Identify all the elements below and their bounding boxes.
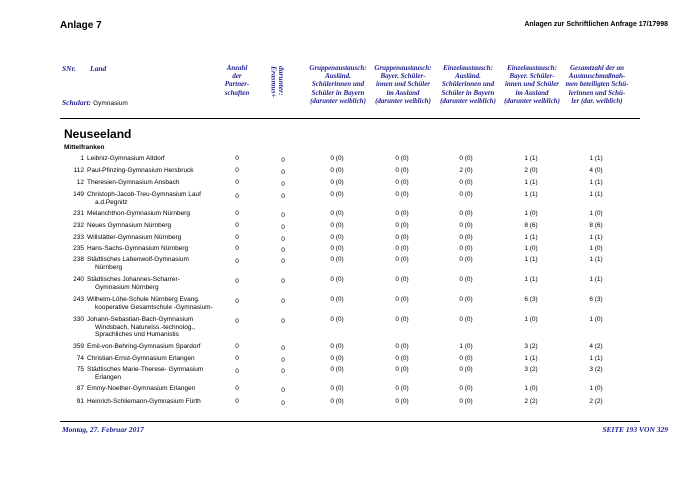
cell-value: 0 xyxy=(235,398,239,405)
cell-value: 0 xyxy=(235,298,239,305)
cell-value: 0 (0) xyxy=(330,191,344,198)
footer-divider xyxy=(60,421,640,422)
cell-value: 0 (0) xyxy=(395,234,409,241)
cell-value: 0 (0) xyxy=(395,398,409,405)
cell-value: 0 (0) xyxy=(459,385,473,392)
school-name xyxy=(87,245,227,253)
school-number: 243 xyxy=(73,296,84,303)
cell-value: 0 (0) xyxy=(395,245,409,252)
footer-page-number: SEITE 193 VON 329 xyxy=(602,425,668,434)
cell-value: 0 (0) xyxy=(395,222,409,229)
school-number: 74 xyxy=(76,355,84,362)
total-header xyxy=(562,64,632,105)
cell-value: 1 (1) xyxy=(589,191,603,198)
cell-value: 0 (0) xyxy=(459,191,473,198)
cell-value: 0 (0) xyxy=(459,245,473,252)
school-name xyxy=(87,316,227,339)
cell-value: 0 xyxy=(281,357,285,364)
cell-value: 0 (0) xyxy=(395,210,409,217)
single-foreign-header xyxy=(435,64,501,105)
cell-value: 1 (0) xyxy=(524,245,538,252)
cell-value: 0 xyxy=(281,236,285,243)
header-line: ler (dar. weiblich) xyxy=(571,96,623,105)
cell-value: 2 (2) xyxy=(589,398,603,405)
header-line: Ausländ. xyxy=(325,72,351,81)
school-name xyxy=(87,398,227,406)
cell-value: 0 (0) xyxy=(330,256,344,263)
cell-value: 0 xyxy=(235,343,239,350)
school-name xyxy=(87,179,227,187)
cell-value: 0 (0) xyxy=(330,355,344,362)
cell-value: 0 (0) xyxy=(330,366,344,373)
school-number: 240 xyxy=(73,276,84,283)
cell-value: 0 (0) xyxy=(459,210,473,217)
school-name-line: Nürnberg xyxy=(95,263,123,271)
cell-value: 0 xyxy=(281,387,285,394)
cell-value: 2 (2) xyxy=(524,398,538,405)
cell-value: 1 (1) xyxy=(589,355,603,362)
cell-value: 0 (0) xyxy=(330,296,344,303)
anzahl-line: Partner- xyxy=(224,80,250,89)
anzahl-header xyxy=(218,64,256,97)
school-name-line: Neues Gymnasium Nürnberg xyxy=(87,222,172,229)
cell-value: 0 (0) xyxy=(395,343,409,350)
schulart-label: Schulart: xyxy=(62,98,92,107)
cell-value: 0 (0) xyxy=(330,343,344,350)
annex-label: Anlage 7 xyxy=(60,20,102,31)
school-name xyxy=(87,343,227,351)
header-line: Einzelaustausch: xyxy=(443,64,493,72)
school-number: 231 xyxy=(73,210,84,217)
cell-value: 1 (0) xyxy=(524,385,538,392)
school-name-line: Christoph-Jacob-Treu-Gymnasium Lauf xyxy=(87,191,201,198)
school-name-line: Melanchthon-Gymnasium Nürnberg xyxy=(87,210,190,217)
header-line: im Ausland xyxy=(515,88,549,97)
cell-value: 1 (1) xyxy=(589,234,603,241)
cell-value: 0 (0) xyxy=(395,191,409,198)
school-name-line: Städtisches Labenwolf-Gymnasium xyxy=(87,256,189,263)
country-heading: Neuseeland xyxy=(64,127,132,141)
header-line: innen und Schüler xyxy=(375,80,431,89)
school-number: 330 xyxy=(73,316,84,323)
cell-value: 0 (0) xyxy=(330,210,344,217)
cell-value: 0 xyxy=(235,318,239,325)
cell-value: 0 xyxy=(235,222,239,229)
school-number: 235 xyxy=(73,245,84,252)
cell-value: 1 (0) xyxy=(524,210,538,217)
school-number: 12 xyxy=(76,179,84,186)
school-name xyxy=(87,191,227,206)
school-name-line: Willstätter-Gymnasium Nürnberg xyxy=(87,234,182,241)
cell-value: 0 (0) xyxy=(459,155,473,162)
cell-value: 0 xyxy=(281,181,285,188)
schulart-value: Gymnasium xyxy=(93,100,128,107)
school-name-line: a.d.Pegnitz xyxy=(95,198,128,206)
school-name-line: Emil-von-Behring-Gymnasium Spardorf xyxy=(87,343,201,350)
header-line: (darunter weiblich) xyxy=(440,96,496,105)
group-foreign-header xyxy=(305,64,371,105)
header-line: (darunter weiblich) xyxy=(375,96,431,105)
group-bavarian-header xyxy=(370,64,436,105)
cell-value: 0 (0) xyxy=(459,179,473,186)
region-heading: Mittelfranken xyxy=(64,144,105,151)
header-line: Gesamtzahl der an xyxy=(569,64,625,72)
school-name-line: Emmy-Noether-Gymnasium Erlangen xyxy=(87,385,196,392)
school-name-line: kooperative Gesamtschule -Gymnasium- xyxy=(95,303,213,311)
school-number: 149 xyxy=(73,191,84,198)
cell-value: 1 (1) xyxy=(524,276,538,283)
cell-value: 0 xyxy=(281,212,285,219)
cell-value: 0 xyxy=(281,247,285,254)
cell-value: 0 (0) xyxy=(330,155,344,162)
cell-value: 1 (1) xyxy=(589,155,603,162)
single-bavarian-header xyxy=(499,64,565,105)
cell-value: 1 (1) xyxy=(524,355,538,362)
darunter-erasmus-header xyxy=(271,66,285,112)
cell-value: 0 (0) xyxy=(395,296,409,303)
school-name xyxy=(87,355,227,363)
school-name xyxy=(87,222,227,230)
cell-value: 1 (1) xyxy=(589,256,603,263)
cell-value: 1 (0) xyxy=(589,316,603,323)
school-number: 91 xyxy=(76,398,84,405)
cell-value: 1 (0) xyxy=(589,245,603,252)
cell-value: 0 xyxy=(281,345,285,352)
header-line: Schülerinnen und xyxy=(441,80,495,89)
header-line: Einzelaustausch: xyxy=(507,64,557,72)
cell-value: 1 (0) xyxy=(589,385,603,392)
school-name-line: Städtisches Marie-Therese- Gymnasium xyxy=(87,366,204,373)
cell-value: 4 (2) xyxy=(589,343,603,350)
cell-value: 8 (6) xyxy=(524,222,538,229)
header-line: (darunter weiblich) xyxy=(504,96,560,105)
school-name-line: Hans-Sachs-Gymnasium Nürnberg xyxy=(87,245,189,252)
school-name xyxy=(87,256,227,271)
cell-value: 3 (2) xyxy=(589,366,603,373)
cell-value: 1 (1) xyxy=(589,276,603,283)
school-name xyxy=(87,276,227,291)
cell-value: 0 xyxy=(235,355,239,362)
cell-value: 1 (1) xyxy=(524,179,538,186)
cell-value: 0 (0) xyxy=(330,167,344,174)
cell-value: 0 xyxy=(235,155,239,162)
cell-value: 0 (0) xyxy=(330,222,344,229)
school-name-line: Erlangen xyxy=(95,373,122,381)
header-line: Austauschmaßnah- xyxy=(568,72,626,81)
school-name-line: Sprachliches und Humanistis xyxy=(95,331,179,339)
cell-value: 0 (0) xyxy=(395,316,409,323)
school-name xyxy=(87,155,227,163)
cell-value: 0 (0) xyxy=(395,366,409,373)
cell-value: 0 (0) xyxy=(459,366,473,373)
school-number: 232 xyxy=(73,222,84,229)
cell-value: 0 (0) xyxy=(459,276,473,283)
cell-value: 0 xyxy=(235,167,239,174)
cell-value: 0 xyxy=(281,318,285,325)
school-number: 87 xyxy=(76,385,84,392)
cell-value: 0 xyxy=(281,169,285,176)
cell-value: 2 (0) xyxy=(524,167,538,174)
cell-value: 0 (0) xyxy=(395,155,409,162)
school-name xyxy=(87,385,227,393)
anzahl-line: der xyxy=(232,72,242,81)
school-name-line: Städtisches Johannes-Scharrer- xyxy=(87,276,180,283)
school-number: 233 xyxy=(73,234,84,241)
erasmus-line: Erasmus+ xyxy=(269,66,279,98)
cell-value: 1 (1) xyxy=(524,191,538,198)
cell-value: 1 (0) xyxy=(459,343,473,350)
cell-value: 0 xyxy=(235,193,239,200)
cell-value: 1 (1) xyxy=(524,256,538,263)
school-name xyxy=(87,296,227,311)
cell-value: 0 (0) xyxy=(330,179,344,186)
cell-value: 0 xyxy=(235,245,239,252)
inquiry-reference: Anlagen zur Schriftlichen Anfrage 17/17998 xyxy=(524,21,668,28)
school-name-line: Wilhelm-Löhe-Schule Nürnberg Evang. xyxy=(87,296,200,303)
cell-value: 0 xyxy=(235,234,239,241)
cell-value: 0 (0) xyxy=(459,355,473,362)
header-line: Ausländ. xyxy=(455,72,481,81)
cell-value: 0 (0) xyxy=(330,385,344,392)
cell-value: 0 xyxy=(281,368,285,375)
school-name-line: Heinrich-Schliemann-Gymnasium Fürth xyxy=(87,398,201,405)
cell-value: 0 (0) xyxy=(459,256,473,263)
cell-value: 3 (2) xyxy=(524,343,538,350)
cell-value: 0 xyxy=(281,278,285,285)
header-line: Gruppenaustausch: xyxy=(309,64,367,72)
school-name xyxy=(87,167,227,175)
cell-value: 0 (0) xyxy=(395,179,409,186)
cell-value: 2 (0) xyxy=(459,167,473,174)
cell-value: 0 xyxy=(281,400,285,407)
cell-value: 0 (0) xyxy=(395,355,409,362)
cell-value: 0 xyxy=(281,193,285,200)
school-name-line: Leibniz-Gymnasium Altdorf xyxy=(87,155,165,162)
school-name-line: Johann-Sebastian-Bach-Gymnasium xyxy=(87,316,194,323)
cell-value: 0 xyxy=(235,258,239,265)
header-line: (darunter weiblich) xyxy=(310,96,366,105)
cell-value: 0 xyxy=(281,258,285,265)
header-line: lerinnen und Schü- xyxy=(568,88,626,97)
cell-value: 0 (0) xyxy=(459,398,473,405)
anzahl-line: schaften xyxy=(224,88,250,97)
cell-value: 0 xyxy=(235,368,239,375)
cell-value: 0 (0) xyxy=(395,385,409,392)
header-line: men beteiligten Schü- xyxy=(565,80,629,89)
cell-value: 1 (1) xyxy=(524,234,538,241)
cell-value: 0 xyxy=(235,278,239,285)
cell-value: 8 (6) xyxy=(589,222,603,229)
school-name-line: Christian-Ernst-Gymnasium Erlangen xyxy=(87,355,195,362)
cell-value: 4 (0) xyxy=(589,167,603,174)
cell-value: 0 (0) xyxy=(330,234,344,241)
header-line: Schüler in Bayern xyxy=(311,88,365,97)
snr-header: SNr. xyxy=(62,64,76,73)
anzahl-line: Anzahl xyxy=(226,64,248,72)
cell-value: 1 (1) xyxy=(524,155,538,162)
cell-value: 6 (3) xyxy=(589,296,603,303)
header-line: Schüler in Bayern xyxy=(441,88,495,97)
cell-value: 1 (0) xyxy=(589,210,603,217)
land-header: Land xyxy=(90,64,107,73)
cell-value: 0 (0) xyxy=(395,256,409,263)
cell-value: 0 (0) xyxy=(330,316,344,323)
footer-date: Montag, 27. Februar 2017 xyxy=(62,425,144,434)
darunter-line: darunter: xyxy=(277,66,286,96)
school-name-line: Paul-Pfinzing-Gymnasium Hersbruck xyxy=(87,167,194,174)
cell-value: 0 (0) xyxy=(395,276,409,283)
school-number: 1 xyxy=(80,155,84,162)
header-line: innen und Schüler xyxy=(504,80,560,89)
school-number: 112 xyxy=(73,167,84,174)
cell-value: 0 xyxy=(235,179,239,186)
header-line: Gruppenaustausch: xyxy=(374,64,432,72)
schulart-header xyxy=(62,98,128,107)
cell-value: 0 xyxy=(281,224,285,231)
cell-value: 0 xyxy=(235,210,239,217)
school-name xyxy=(87,366,227,381)
cell-value: 1 (1) xyxy=(589,179,603,186)
cell-value: 0 (0) xyxy=(330,276,344,283)
cell-value: 0 (0) xyxy=(459,234,473,241)
cell-value: 0 xyxy=(235,385,239,392)
school-name xyxy=(87,234,227,242)
cell-value: 0 xyxy=(281,298,285,305)
header-line: Bayer. Schüler- xyxy=(380,72,426,81)
school-name-line: Theresien-Gymnasium Ansbach xyxy=(87,179,180,186)
cell-value: 1 (0) xyxy=(524,316,538,323)
cell-value: 0 (0) xyxy=(459,316,473,323)
school-name-line: Windsbach, Naturwiss.-technolog., xyxy=(95,323,196,331)
school-name xyxy=(87,210,227,218)
school-number: 238 xyxy=(73,256,84,263)
cell-value: 0 xyxy=(281,157,285,164)
cell-value: 0 (0) xyxy=(330,245,344,252)
header-line: Bayer. Schüler- xyxy=(509,72,555,81)
cell-value: 0 (0) xyxy=(395,167,409,174)
school-number: 359 xyxy=(73,343,84,350)
header-line: im Ausland xyxy=(386,88,420,97)
cell-value: 0 (0) xyxy=(459,296,473,303)
header-line: Schülerinnen und xyxy=(311,80,365,89)
school-name-line: Gymnasium Nürnberg xyxy=(95,283,159,291)
cell-value: 0 (0) xyxy=(459,222,473,229)
cell-value: 6 (3) xyxy=(524,296,538,303)
cell-value: 0 (0) xyxy=(330,398,344,405)
header-divider xyxy=(60,118,640,119)
school-number: 75 xyxy=(76,366,84,373)
cell-value: 3 (2) xyxy=(524,366,538,373)
